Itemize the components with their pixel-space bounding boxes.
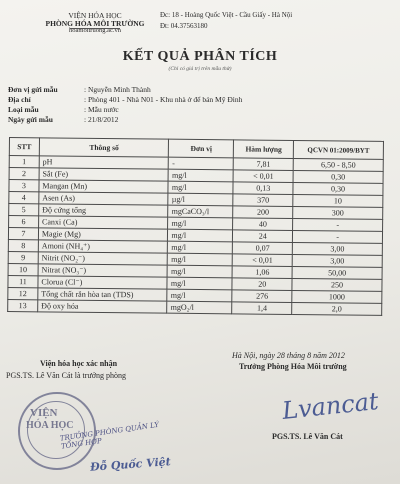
signature: Lvancat — [280, 387, 380, 425]
cell-stt: 6 — [9, 216, 39, 228]
cell-unit: mgO₂/l — [167, 301, 232, 314]
cell-content: 1,06 — [232, 266, 292, 279]
cell-standard: - — [293, 230, 383, 243]
cell-standard: 50,00 — [292, 266, 382, 279]
footer-right-title: Trưởng Phòng Hóa Môi trường — [239, 362, 347, 371]
footer-right-name: PGS.TS. Lê Văn Cát — [272, 432, 343, 441]
cell-standard: 0,30 — [293, 170, 383, 183]
info-value: : Nguyễn Minh Thành — [84, 85, 151, 94]
header-standard: QCVN 01:2009/BYT — [293, 140, 383, 159]
cell-standard: 3,00 — [292, 242, 382, 255]
cell-standard: 1000 — [292, 290, 382, 303]
cell-parameter: Nitrit (NO₂⁻) — [38, 252, 168, 265]
cell-stt: 12 — [8, 287, 38, 299]
cell-stt: 2 — [9, 168, 39, 180]
cell-content: 40 — [233, 218, 293, 231]
cell-parameter: Mangan (Mn) — [39, 180, 169, 193]
cell-standard: 0,30 — [293, 182, 383, 195]
cell-content: 0,13 — [233, 182, 293, 195]
cell-content: 370 — [233, 194, 293, 207]
document-title: KẾT QUẢ PHÂN TÍCH — [122, 49, 278, 64]
cell-parameter: Độ oxy hóa — [38, 300, 168, 313]
info-label: Loại mẫu — [8, 105, 39, 114]
cell-standard: 10 — [293, 194, 383, 207]
cell-unit: mg/l — [168, 229, 233, 242]
info-value: : Mẫu nước — [84, 105, 119, 114]
cell-unit: mg/l — [168, 241, 233, 254]
cell-parameter: Nitrat (NO₃⁻) — [38, 264, 168, 277]
cell-unit: mg/l — [169, 169, 234, 182]
cell-parameter: Asen (As) — [39, 192, 169, 205]
org-address: Đc: 18 - Hoàng Quốc Việt - Cầu Giấy - Hà Nội — [160, 11, 293, 19]
table-row — [8, 299, 382, 315]
document-subtitle: (Chỉ có giá trị trên mẫu thử) — [168, 66, 232, 72]
cell-parameter: Clorua (Cl⁻) — [38, 276, 168, 289]
cell-standard: 2,0 — [292, 302, 382, 315]
cell-content: 0,07 — [233, 242, 293, 255]
info-value: : Phòng 401 - Nhà N01 - Khu nhà ở để bán Mỹ Đình — [84, 95, 243, 104]
org-name-line2: PHÒNG HÓA MÔI TRƯỜNG — [45, 19, 145, 28]
handwritten-name: Đỗ Quốc Việt — [89, 455, 172, 474]
cell-unit: µg/l — [168, 193, 233, 206]
cell-parameter: Độ cứng tổng — [39, 204, 169, 217]
cell-unit: mg/l — [168, 181, 233, 194]
info-sender — [8, 85, 58, 94]
cell-unit: mg/l — [168, 253, 233, 266]
header-content: Hàm lượng — [234, 140, 294, 159]
cell-content: 24 — [233, 230, 293, 243]
cell-stt: 13 — [8, 299, 38, 311]
stamp-line2: HÓA HỌC — [26, 420, 74, 431]
cell-unit: mg/l — [168, 217, 233, 230]
info-sample-type — [8, 105, 39, 114]
cell-standard: 3,00 — [292, 254, 382, 267]
cell-standard: 300 — [293, 206, 383, 219]
cell-standard: - — [293, 218, 383, 231]
info-label: Địa chỉ — [8, 95, 31, 104]
cell-stt: 1 — [9, 156, 39, 168]
cell-content: 20 — [232, 278, 292, 291]
footer-left-title: Viện hóa học xác nhận — [40, 359, 118, 368]
cell-stt: 9 — [8, 251, 38, 263]
cell-unit: - — [169, 157, 234, 170]
cell-unit: mg/l — [167, 277, 232, 290]
org-website: hoamoitruong.ac.vn — [69, 27, 121, 34]
cell-unit: mg/l — [167, 289, 232, 302]
info-value: : 21/8/2012 — [84, 115, 119, 124]
cell-stt: 8 — [8, 239, 38, 251]
stamp-line1: VIỆN — [30, 407, 58, 419]
cell-stt: 4 — [9, 192, 39, 204]
header-divider — [70, 28, 120, 29]
cell-parameter: Tổng chất rắn hòa tan (TDS) — [38, 288, 168, 301]
header-unit: Đơn vị — [169, 139, 234, 158]
cell-parameter: Amoni (NH₄⁺) — [38, 240, 168, 253]
cell-content: < 0,01 — [233, 254, 293, 267]
results-table — [7, 137, 384, 316]
cell-stt: 11 — [8, 275, 38, 287]
stamp-overlay-text: TRƯỞNG PHÒNG QUẢN LÝ TỔNG HỢP — [59, 420, 160, 451]
info-date — [8, 115, 53, 124]
info-address — [8, 95, 31, 104]
cell-standard: 6,50 - 8,50 — [293, 158, 383, 171]
org-name-line1: VIỆN HÓA HỌC — [68, 11, 122, 20]
footer-left-subtitle: PGS.TS. Lê Văn Cát là trưởng phòng — [6, 371, 126, 380]
cell-content: 7,81 — [234, 158, 294, 171]
cell-parameter: Canxi (Ca) — [39, 216, 169, 229]
info-label: Ngày gửi mẫu — [8, 115, 53, 124]
cell-standard: 250 — [292, 278, 382, 291]
cell-unit: mg/l — [168, 265, 233, 278]
cell-stt: 5 — [9, 204, 39, 216]
cell-parameter: pH — [39, 156, 169, 169]
cell-content: < 0,01 — [233, 170, 293, 183]
header-stt: STT — [9, 138, 39, 156]
cell-parameter: Sắt (Fe) — [39, 168, 169, 181]
cell-content: 276 — [232, 290, 292, 303]
footer-date: Hà Nội, ngày 28 tháng 8 năm 2012 — [232, 351, 345, 360]
cell-stt: 7 — [8, 228, 38, 240]
header-parameter: Thông số — [39, 138, 169, 157]
cell-content: 1,4 — [232, 302, 292, 315]
org-phone: Đt: 04.37563180 — [160, 22, 208, 30]
cell-unit: mgCaCO₃/l — [168, 205, 233, 218]
info-label: Đơn vị gửi mẫu — [8, 85, 58, 94]
cell-stt: 10 — [8, 263, 38, 275]
cell-stt: 3 — [9, 180, 39, 192]
cell-parameter: Magie (Mg) — [38, 228, 168, 241]
cell-content: 200 — [233, 206, 293, 219]
